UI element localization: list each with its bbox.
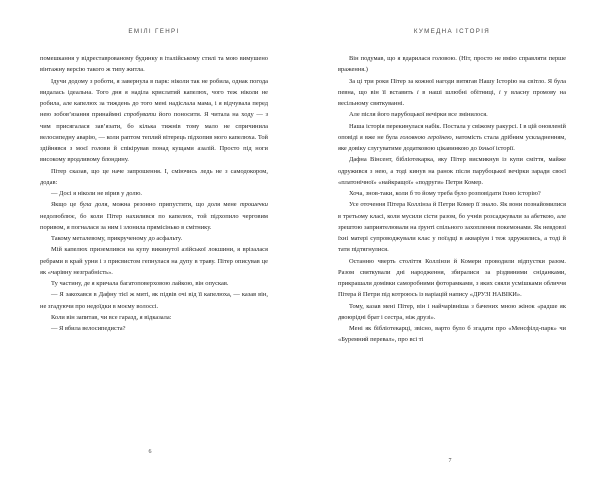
- paragraph: Коли він запитав, чи все гаразд, я відказала:: [51, 313, 172, 321]
- page-number-right: 7: [448, 458, 452, 464]
- paragraph: Усе оточення Пітера Коллінза й Петри Комер її знало. Як вони познайомилися в третьому класі, коли мусили сісти разом, бо учнів розсаджували за абеткою, але зрештою заприятелювали на ґрунті спільного захоплення покемонами. Як невдовзі їхні матері супроводжували клас у поїздці в акваріум і теж здружились, а тоді й тати підтягнулися.: [338, 201, 567, 254]
- left-page-body-text: [40, 53, 268, 334]
- paragraph: Такому металевому, прикрученому до асфальту.: [51, 235, 183, 242]
- running-head-title: КУМЕДНА ІСТОРІЯ: [413, 28, 491, 35]
- paragraph: Ідучи додому з роботи, я завернула в парк: ніколи так не робила, однак погода видалась ідеальна. Того дня я наділа крислатий капелюх, чого теж ніколи не робила, але капелюх за тиждень до того мені надіслала мама, і я відчувала перед нею зобов’язання принаймні спробувати його поносити. Я читала на ходу — з чим присягалася зав’язати, бо кілька тижнів тому мало не спричинила велосипедну аварію, — коли раптом теплий вітерець підхопив мого капелюха. Той здійнявся з моєї голови й спікірував понад кущами азалій. Просто під ноги високому вродливому блондину.: [40, 77, 269, 164]
- running-head-author: ЕМІЛІ ГЕНРІ: [128, 28, 180, 35]
- paragraph: Тому, казав мені Пітер, він і найчарівніша з бачених мною жінок «радше як двоюрідні брат і сестра, ніж друзі».: [338, 302, 566, 321]
- emphasis-text: і: [416, 88, 419, 96]
- right-page: [300, 0, 600, 491]
- emphasis-text: була: [79, 201, 92, 209]
- paragraph: Останню чверть століття Коллінзи й Комери проводили відпустки разом. Разом святкували дні народження, збиралися за різдвяними сніданками, прикрашали домівки саморобними фоторамками, з яких сяяли усмішками обличчя Пітера й Петри під котроюсь із варіацій напису «ДРУЗІ НАВІКИ».: [338, 257, 566, 299]
- paragraph: помешкання у відреставрованому будинку в італійському стилі та мою вимушено вінтажну версію такого ж типу житла.: [40, 55, 268, 74]
- right-page-body-text: [338, 53, 566, 346]
- paragraph: Ту частину, де я кричала багатоповерховою лайкою, він опускав.: [51, 280, 229, 287]
- paragraph: Хоча, знов-таки, коли б то йому треба було розповідати їхню історію?: [349, 190, 541, 197]
- emphasis-text: їхньої: [478, 145, 495, 152]
- paragraph: Але після його парубоцької вечірки все змінилося.: [349, 111, 488, 119]
- paragraph: — Я закохався в Дафну тієї ж миті, як підвів очі від її капелюха, — казав він, не згадуючи про недоїдки в моєму волоссі.: [40, 291, 268, 310]
- paragraph: За ці три роки Пітер за кожної нагоди витягав Нашу Історію на світло. Я була певна, що він її вставить і в наші шлюбні обітниці, і у власну промову на весільному святкуванні.: [338, 77, 566, 107]
- paragraph: — Досі я ніколи не вірив у долю.: [51, 190, 142, 197]
- emphasis-text: головною героїнею: [399, 133, 452, 141]
- emphasis-text: трошечки: [239, 201, 268, 209]
- emphasis-text: і: [498, 88, 501, 96]
- page-number-left: 6: [148, 449, 152, 455]
- paragraph: Наша історія перекинулася набік. Постала у свіжому ракурсі. І в цій оновленій оповіді я вже не була головною героїнею, натомість стала дрібним ускладненням, яке довіку слугуватиме додатковою цікавинкою до їхньої історії.: [338, 122, 566, 152]
- emphasis-text: спробувати: [123, 111, 157, 119]
- paragraph: Мені як бібліотекарці, звісно, варто було б згадати про «Менсфілд-парк» чи «Буремний перевал», про всі ті: [338, 325, 566, 344]
- paragraph: Дафна Вінсент, бібліотекарка, яку Пітер висмикнув із купи сміття, майже одружився з нею, а тоді кинув на ранок після парубоцької вечірки заради своєї «платонічної» «найкращої» «подруги» Петри Комер.: [338, 156, 566, 186]
- paragraph: — Я вбила велосипедиста?: [51, 325, 126, 332]
- paragraph: Пітер сказав, що це наче запрошення. І, сміючись ледь не з самодокором, додав:: [40, 167, 268, 186]
- paragraph: Він подумав, що я вдарилася головою. (Ніт, просто не вмію справляти перше враження.): [338, 55, 566, 74]
- paragraph: Мій капелюх приземлився на купу викинутої азійської локшини, я врізалася ребрами в край урни і з присвистом гепнулася на дупу в траву. Пітер описував це як «чарівну незграбність».: [40, 246, 268, 276]
- paragraph: Якщо це була доля, можна резонно припустити, що доля мене трошечки недолюблює, бо коли Пітер нахилився по капелюх, той підхопило черговим поривом, я погналася за ним і злонила прямісінько в смітнику.: [40, 201, 268, 231]
